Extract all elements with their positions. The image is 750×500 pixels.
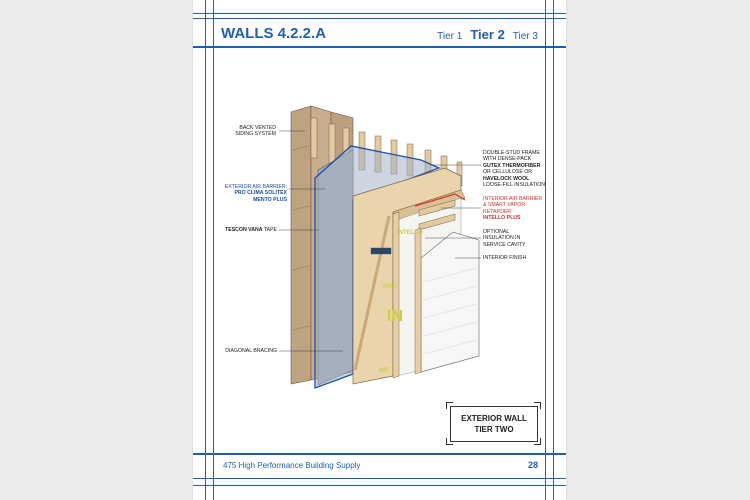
interior-finish-panel (421, 232, 479, 372)
wall-type-label: EXTERIOR WALL TIER TWO (450, 406, 538, 442)
callout-back-vented-siding: BACK VENTED SIDING SYSTEM (235, 125, 276, 138)
label-corner-bl (446, 438, 453, 445)
callout-tescon-tape: TESCON VANA TAPE (225, 227, 277, 233)
tescon-tape-strip (371, 248, 391, 254)
intello-print-1: INTELLO (397, 230, 423, 236)
callout-interior-air-barrier: INTERIOR AIR BARRIER & SMART VAPOR RETARDER: INTELLO PLUS (483, 196, 543, 222)
callout-diagonal-bracing: DIAGONAL BRACING (225, 348, 277, 354)
intello-print-4: INT (379, 368, 389, 374)
document-page (193, 0, 566, 500)
tier-2-label: Tier 2 (470, 27, 505, 42)
page-title: WALLS 4.2.2.A (221, 25, 327, 42)
intello-print-3: INTE (383, 284, 397, 290)
page-number: 28 (527, 460, 538, 470)
label-corner-tl (446, 402, 453, 409)
callout-interior-finish: INTERIOR FINISH (483, 255, 527, 261)
callout-double-stud-frame: DOUBLE-STUD FRAME WITH DENSE-PACK GUTEX THERMOFIBER OR CELLULOSE OR HAVELOCK WOOL LOOSE-FILL INSULATION (483, 150, 545, 189)
callout-exterior-air-barrier: EXTERIOR AIR BARRIER: PRO CLIMA SOLITEX MENTO PLUS (224, 184, 287, 203)
intello-print-2: IN (387, 308, 403, 325)
label-corner-br (534, 438, 541, 445)
label-corner-tr (534, 402, 541, 409)
tier-1-label: Tier 1 (437, 31, 463, 42)
tier-3-label: Tier 3 (512, 31, 538, 42)
callout-optional-insulation: OPTIONAL INSULATION IN SERVICE CAVITY (483, 229, 526, 248)
footer-company: 475 High Performance Building Supply (223, 461, 361, 470)
